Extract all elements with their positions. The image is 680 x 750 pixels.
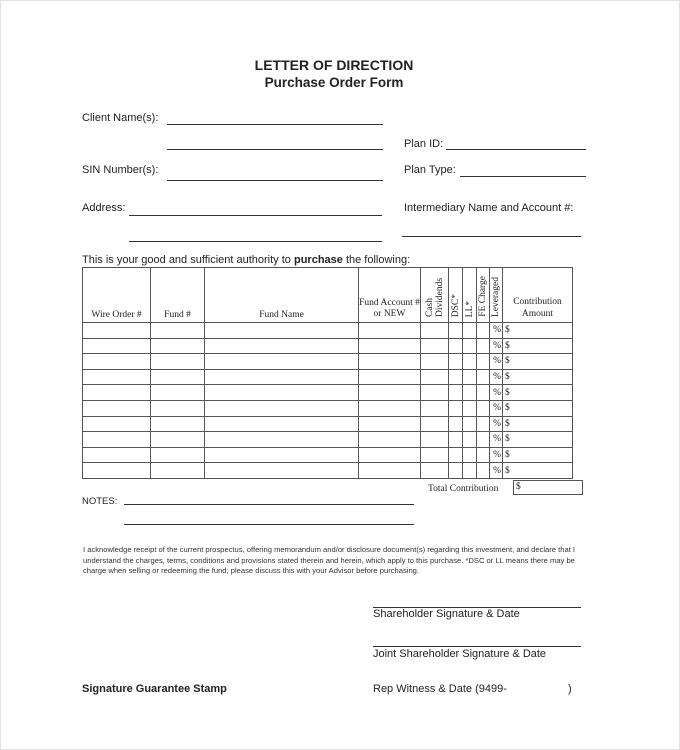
address-line-2[interactable] <box>129 241 382 242</box>
percent-cell[interactable]: % <box>490 416 503 432</box>
table-cell[interactable] <box>205 463 359 479</box>
intermediary-label: Intermediary Name and Account #: <box>404 202 574 214</box>
table-cell[interactable] <box>359 323 421 339</box>
amount-cell[interactable]: $ <box>503 432 573 448</box>
table-cell[interactable] <box>83 354 151 370</box>
table-cell[interactable] <box>151 338 205 354</box>
plan-type-line[interactable] <box>460 176 586 177</box>
table-cell[interactable] <box>83 369 151 385</box>
table-cell[interactable] <box>449 369 463 385</box>
col-cash-dividends-label: Cash Dividends <box>424 277 445 317</box>
notes-label: NOTES: <box>82 496 118 507</box>
table-cell[interactable] <box>83 323 151 339</box>
table-cell[interactable] <box>359 447 421 463</box>
authority-statement <box>82 254 410 266</box>
col-fund-name: Fund Name <box>205 268 359 323</box>
acknowledgement-text: I acknowledge receipt of the current prospectus, offering memorandum and/or disclosure document(s) regarding this investment, and declare that I understand the charges, terms, conditions and provisions stated therein and herein, which apply to this purchase. *DSC or LL means there may be charge when selling or redeeming the fund; please discuss this with your Advisor before purchasing. <box>83 545 576 575</box>
amount-cell[interactable]: $ <box>503 385 573 401</box>
table-cell[interactable] <box>463 447 477 463</box>
table-row <box>83 416 573 432</box>
table-cell[interactable] <box>205 338 359 354</box>
table-cell[interactable] <box>359 385 421 401</box>
table-cell[interactable] <box>359 400 421 416</box>
notes-line-1[interactable] <box>124 504 414 505</box>
col-fund-account: Fund Account # or NEW <box>359 268 421 323</box>
table-cell[interactable] <box>421 416 449 432</box>
col-leveraged <box>490 268 503 323</box>
client-name-label: Client Name(s): <box>82 112 159 124</box>
table-cell[interactable] <box>449 338 463 354</box>
table-cell[interactable] <box>151 400 205 416</box>
table-cell[interactable] <box>151 354 205 370</box>
table-cell[interactable] <box>477 323 490 339</box>
table-cell[interactable] <box>463 400 477 416</box>
form-subtitle: Purchase Order Form <box>264 75 404 90</box>
table-cell[interactable] <box>359 354 421 370</box>
table-cell[interactable] <box>83 432 151 448</box>
table-cell[interactable] <box>421 385 449 401</box>
total-contribution-label: Total Contribution <box>428 484 499 494</box>
table-row <box>83 354 573 370</box>
table-cell[interactable] <box>463 338 477 354</box>
table-cell[interactable] <box>83 385 151 401</box>
table-cell[interactable] <box>421 323 449 339</box>
table-cell[interactable] <box>449 323 463 339</box>
table-cell[interactable] <box>151 447 205 463</box>
total-contribution-field[interactable] <box>513 480 583 495</box>
table-cell[interactable] <box>359 338 421 354</box>
sin-number-label: SIN Number(s): <box>82 164 159 176</box>
table-cell[interactable] <box>421 463 449 479</box>
authority-prefix: This is your good and sufficient authority to <box>82 254 294 266</box>
notes-line-2[interactable] <box>124 524 414 525</box>
table-cell[interactable] <box>421 354 449 370</box>
table-cell[interactable] <box>151 385 205 401</box>
rep-witness-label: Rep Witness & Date (9499- <box>373 683 507 695</box>
plan-type-label: Plan Type: <box>404 164 456 176</box>
col-ll-label: LL* <box>464 300 475 317</box>
table-cell[interactable] <box>477 354 490 370</box>
col-wire-order: Wire Order # <box>83 268 151 323</box>
percent-cell[interactable]: % <box>490 369 503 385</box>
table-cell[interactable] <box>449 354 463 370</box>
table-cell[interactable] <box>151 463 205 479</box>
table-cell[interactable] <box>205 416 359 432</box>
col-dsc-label: DSC* <box>450 293 461 317</box>
plan-id-label: Plan ID: <box>404 138 444 150</box>
col-contribution-amount: Contribution Amount <box>503 268 573 323</box>
amount-cell[interactable]: $ <box>503 463 573 479</box>
table-cell[interactable] <box>477 463 490 479</box>
table-cell[interactable] <box>151 416 205 432</box>
table-cell[interactable] <box>205 447 359 463</box>
col-fe-charge-label: FE Charge <box>478 276 488 317</box>
table-cell[interactable] <box>421 338 449 354</box>
table-cell[interactable] <box>359 463 421 479</box>
table-cell[interactable] <box>477 385 490 401</box>
table-cell[interactable] <box>205 369 359 385</box>
table-cell[interactable] <box>151 432 205 448</box>
intermediary-line[interactable] <box>402 236 581 237</box>
percent-cell[interactable]: % <box>490 400 503 416</box>
address-line-1[interactable] <box>129 215 382 216</box>
percent-cell[interactable]: % <box>490 385 503 401</box>
table-cell[interactable] <box>463 432 477 448</box>
table-row <box>83 463 573 479</box>
table-cell[interactable] <box>421 432 449 448</box>
table-cell[interactable] <box>449 385 463 401</box>
amount-cell[interactable]: $ <box>503 447 573 463</box>
joint-signature-label: Joint Shareholder Signature & Date <box>373 648 547 660</box>
fund-table <box>82 267 573 479</box>
table-cell[interactable] <box>421 400 449 416</box>
authority-suffix: the following: <box>342 254 411 266</box>
amount-cell[interactable]: $ <box>503 400 573 416</box>
table-row <box>83 400 573 416</box>
table-cell[interactable] <box>359 432 421 448</box>
table-cell[interactable] <box>205 323 359 339</box>
table-cell[interactable] <box>477 416 490 432</box>
table-cell[interactable] <box>449 432 463 448</box>
percent-cell[interactable]: % <box>490 463 503 479</box>
col-leveraged-label: Leveraged <box>491 276 501 317</box>
table-cell[interactable] <box>477 369 490 385</box>
rep-witness-close: ) <box>568 683 572 695</box>
client-name-line-1[interactable] <box>167 124 383 125</box>
amount-cell[interactable]: $ <box>503 338 573 354</box>
table-header-row <box>83 268 573 323</box>
percent-cell[interactable]: % <box>490 354 503 370</box>
table-row <box>83 385 573 401</box>
table-cell[interactable] <box>205 354 359 370</box>
amount-cell[interactable]: $ <box>503 354 573 370</box>
percent-cell[interactable]: % <box>490 447 503 463</box>
table-cell[interactable] <box>449 463 463 479</box>
table-cell[interactable] <box>463 354 477 370</box>
col-ll <box>463 268 477 323</box>
table-cell[interactable] <box>359 416 421 432</box>
table-cell[interactable] <box>205 432 359 448</box>
table-cell[interactable] <box>359 369 421 385</box>
table-cell[interactable] <box>463 463 477 479</box>
sin-number-line[interactable] <box>167 180 383 181</box>
table-cell[interactable] <box>477 447 490 463</box>
amount-cell[interactable]: $ <box>503 323 573 339</box>
table-cell[interactable] <box>421 447 449 463</box>
col-cash-dividends <box>421 268 449 323</box>
table-cell[interactable] <box>477 400 490 416</box>
table-cell[interactable] <box>463 323 477 339</box>
table-row <box>83 369 573 385</box>
table-cell[interactable] <box>449 400 463 416</box>
table-row <box>83 432 573 448</box>
table-cell[interactable] <box>421 369 449 385</box>
table-cell[interactable] <box>205 385 359 401</box>
table-cell[interactable] <box>83 416 151 432</box>
table-cell[interactable] <box>151 323 205 339</box>
plan-id-line[interactable] <box>446 149 586 150</box>
address-label: Address: <box>82 202 126 214</box>
signature-guarantee-stamp: Signature Guarantee Stamp <box>82 683 227 695</box>
table-cell[interactable] <box>449 416 463 432</box>
total-dollar-symbol: $ <box>516 482 521 492</box>
amount-cell[interactable]: $ <box>503 369 573 385</box>
table-cell[interactable] <box>83 447 151 463</box>
table-cell[interactable] <box>449 447 463 463</box>
table-cell[interactable] <box>463 385 477 401</box>
col-fe-charge <box>477 268 490 323</box>
table-row <box>83 338 573 354</box>
form-title: LETTER OF DIRECTION <box>254 57 414 73</box>
table-row <box>83 447 573 463</box>
table-cell[interactable] <box>477 338 490 354</box>
table-cell[interactable] <box>151 369 205 385</box>
table-cell[interactable] <box>463 416 477 432</box>
percent-cell[interactable]: % <box>490 323 503 339</box>
shareholder-signature-label: Shareholder Signature & Date <box>373 608 520 620</box>
col-dsc <box>449 268 463 323</box>
col-fund-number: Fund # <box>151 268 205 323</box>
table-cell[interactable] <box>477 432 490 448</box>
client-name-line-2[interactable] <box>167 149 383 150</box>
amount-cell[interactable]: $ <box>503 416 573 432</box>
table-cell[interactable] <box>83 338 151 354</box>
joint-signature-line[interactable] <box>373 646 581 647</box>
table-row <box>83 323 573 339</box>
percent-cell[interactable]: % <box>490 338 503 354</box>
table-cell[interactable] <box>83 400 151 416</box>
table-cell[interactable] <box>205 400 359 416</box>
table-cell[interactable] <box>83 463 151 479</box>
table-cell[interactable] <box>463 369 477 385</box>
authority-bold: purchase <box>293 254 343 266</box>
percent-cell[interactable]: % <box>490 432 503 448</box>
